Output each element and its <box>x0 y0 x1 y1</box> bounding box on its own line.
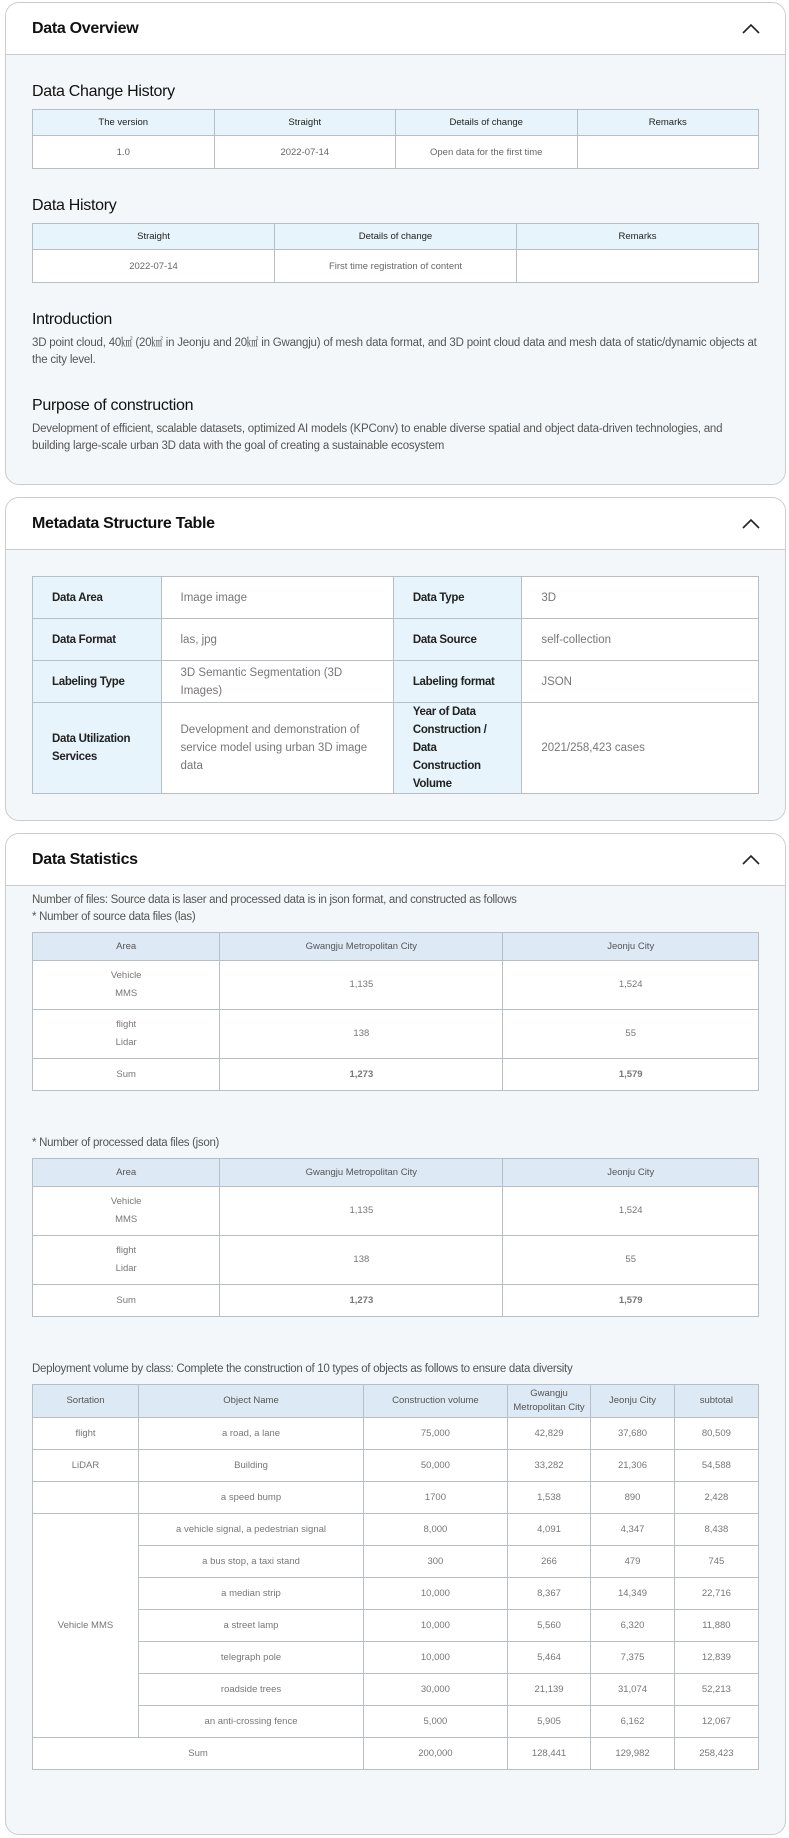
table-cell: a street lamp <box>138 1610 363 1642</box>
table-cell: 11,880 <box>674 1610 758 1642</box>
column-header: Remarks <box>577 110 759 136</box>
table-cell: 75,000 <box>364 1418 508 1450</box>
table-cell: a median strip <box>138 1578 363 1610</box>
class-volume-table <box>32 1384 759 1770</box>
table-row <box>33 136 759 169</box>
table-row <box>33 1514 759 1546</box>
table-cell: a vehicle signal, a pedestrian signal <box>138 1514 363 1546</box>
table-cell: 2022-07-14 <box>33 250 275 283</box>
metadata-key: Data Type <box>393 577 522 619</box>
class-volume-label: Deployment volume by class: Complete the construction of 10 types of objects as follows to ensure data diversity <box>32 1363 573 1375</box>
table-row <box>33 1418 759 1450</box>
table-cell: 1,579 <box>503 1285 759 1317</box>
table-cell: 1,273 <box>220 1059 503 1091</box>
sortation-cell: LiDAR <box>33 1450 139 1482</box>
table-row <box>33 1285 759 1317</box>
table-row <box>33 961 759 1010</box>
metadata-key: Year of Data Construction / Data Construction Volume <box>393 703 522 794</box>
table-cell: Vehicle MMS <box>33 961 220 1010</box>
table-cell: telegraph pole <box>138 1642 363 1674</box>
table-cell: 2022-07-14 <box>214 136 396 169</box>
metadata-key: Labeling Type <box>33 661 162 703</box>
section-title: Data Statistics <box>32 850 138 868</box>
table-cell: 30,000 <box>364 1674 508 1706</box>
sum-cell: 129,982 <box>591 1738 674 1770</box>
table-cell: 1,135 <box>220 961 503 1010</box>
table-cell: 54,588 <box>674 1450 758 1482</box>
sum-label: Sum <box>33 1738 364 1770</box>
table-cell: Building <box>138 1450 363 1482</box>
column-header: Details of change <box>275 224 517 250</box>
chevron-up-icon[interactable] <box>737 846 765 874</box>
column-header: Gwangju Metropolitan City <box>220 933 503 961</box>
metadata-row <box>33 619 759 661</box>
table-cell: 8,438 <box>674 1514 758 1546</box>
column-header: Remarks <box>517 224 759 250</box>
table-cell: 37,680 <box>591 1418 674 1450</box>
table-row <box>33 1578 759 1610</box>
table-cell: 745 <box>674 1546 758 1578</box>
table-cell: 52,213 <box>674 1674 758 1706</box>
table-cell <box>577 136 759 169</box>
column-header: Straight <box>33 224 275 250</box>
sortation-cell: Vehicle MMS <box>33 1514 139 1738</box>
column-header: Jeonju City <box>503 933 759 961</box>
sum-cell: 200,000 <box>364 1738 508 1770</box>
table-row <box>33 1450 759 1482</box>
column-header: Construction volume <box>364 1385 508 1418</box>
data-history-table <box>32 223 759 283</box>
column-header: Sortation <box>33 1385 139 1418</box>
table-cell: 1,135 <box>220 1187 503 1236</box>
table-cell: 1700 <box>364 1482 508 1514</box>
table-cell: 80,509 <box>674 1418 758 1450</box>
files-intro: Number of files: Source data is laser and processed data is in json format, and constructed as follows <box>32 894 517 906</box>
metadata-value: 2021/258,423 cases <box>522 703 759 794</box>
table-cell: 42,829 <box>507 1418 590 1450</box>
metadata-value: 3D <box>522 577 759 619</box>
table-cell: First time registration of content <box>275 250 517 283</box>
column-header: Straight <box>214 110 396 136</box>
table-cell: roadside trees <box>138 1674 363 1706</box>
column-header: Object Name <box>138 1385 363 1418</box>
metadata-card <box>5 497 786 821</box>
table-cell: flight Lidar <box>33 1010 220 1059</box>
table-cell: 2,428 <box>674 1482 758 1514</box>
table-cell: Open data for the first time <box>396 136 578 169</box>
metadata-value: las, jpg <box>161 619 393 661</box>
table-cell: 1,538 <box>507 1482 590 1514</box>
table-cell: 5,000 <box>364 1706 508 1738</box>
table-row <box>33 1236 759 1285</box>
table-cell: 12,067 <box>674 1706 758 1738</box>
metadata-value: 3D Semantic Segmentation (3D Images) <box>161 661 393 703</box>
table-cell: 10,000 <box>364 1642 508 1674</box>
metadata-value: self-collection <box>522 619 759 661</box>
table-row <box>33 1706 759 1738</box>
metadata-row <box>33 703 759 794</box>
table-cell: 22,716 <box>674 1578 758 1610</box>
table-row <box>33 1059 759 1091</box>
source-files-label: * Number of source data files (las) <box>32 911 196 923</box>
table-cell: 8,000 <box>364 1514 508 1546</box>
column-header: Jeonju City <box>503 1159 759 1187</box>
table-cell: an anti-crossing fence <box>138 1706 363 1738</box>
column-header: Gwangju Metropolitan City <box>507 1385 590 1418</box>
column-header: subtotal <box>674 1385 758 1418</box>
table-cell: 55 <box>503 1236 759 1285</box>
table-cell: 1,524 <box>503 961 759 1010</box>
column-header: Area <box>33 933 220 961</box>
purpose-text: Development of efficient, scalable datasets, optimized AI models (KPConv) to enable diverse spatial and object data-driven technologies, and building large-scale urban 3D data with the goal of creating a sustainable ecosystem <box>32 423 723 452</box>
introduction-text: 3D point cloud, 40㎢ (20㎢ in Jeonju and 20㎢ in Gwangju) of mesh data format, and 3D point cloud data and mesh data of static/dynamic objects at the city level. <box>32 337 757 366</box>
metadata-value: JSON <box>522 661 759 703</box>
section-title: Metadata Structure Table <box>32 514 215 532</box>
table-cell: 6,320 <box>591 1610 674 1642</box>
table-cell: 1.0 <box>33 136 215 169</box>
table-cell: 1,524 <box>503 1187 759 1236</box>
table-cell: 890 <box>591 1482 674 1514</box>
table-row <box>33 1010 759 1059</box>
column-header: Details of change <box>396 110 578 136</box>
table-cell: 10,000 <box>364 1610 508 1642</box>
metadata-row <box>33 661 759 703</box>
table-cell: flight Lidar <box>33 1236 220 1285</box>
table-row <box>33 1482 759 1514</box>
sum-cell: 258,423 <box>674 1738 758 1770</box>
table-row <box>33 1187 759 1236</box>
data-statistics-header[interactable] <box>6 834 785 886</box>
metadata-key: Data Format <box>33 619 162 661</box>
table-cell: 4,091 <box>507 1514 590 1546</box>
data-history-title: Data History <box>32 197 117 214</box>
table-cell: 50,000 <box>364 1450 508 1482</box>
table-cell: 5,560 <box>507 1610 590 1642</box>
section-title: Data Overview <box>32 19 139 37</box>
table-cell: Vehicle MMS <box>33 1187 220 1236</box>
column-header: The version <box>33 110 215 136</box>
data-overview-header[interactable] <box>6 3 785 55</box>
sortation-cell <box>33 1482 139 1514</box>
table-cell: 7,375 <box>591 1642 674 1674</box>
metadata-key: Data Utilization Services <box>33 703 162 794</box>
table-cell: 1,273 <box>220 1285 503 1317</box>
metadata-value: Development and demonstration of service model using urban 3D image data <box>161 703 393 794</box>
table-cell: 6,162 <box>591 1706 674 1738</box>
table-cell: a road, a lane <box>138 1418 363 1450</box>
purpose-title: Purpose of construction <box>32 397 194 414</box>
table-cell: 21,139 <box>507 1674 590 1706</box>
table-cell: 138 <box>220 1236 503 1285</box>
table-cell: 5,905 <box>507 1706 590 1738</box>
column-header: Gwangju Metropolitan City <box>220 1159 503 1187</box>
table-cell: 138 <box>220 1010 503 1059</box>
metadata-header[interactable] <box>6 498 785 550</box>
table-cell: 21,306 <box>591 1450 674 1482</box>
chevron-up-icon[interactable] <box>737 15 765 43</box>
column-header: Area <box>33 1159 220 1187</box>
table-row <box>33 1610 759 1642</box>
table-cell: 1,579 <box>503 1059 759 1091</box>
table-cell: 55 <box>503 1010 759 1059</box>
change-history-table <box>32 109 759 169</box>
table-cell: 300 <box>364 1546 508 1578</box>
table-row <box>33 1674 759 1706</box>
column-header: Jeonju City <box>591 1385 674 1418</box>
metadata-value: Image image <box>161 577 393 619</box>
table-cell: a speed bump <box>138 1482 363 1514</box>
change-history-title: Data Change History <box>32 83 175 100</box>
metadata-table <box>32 576 759 794</box>
data-statistics-card <box>5 833 786 1835</box>
sortation-cell: flight <box>33 1418 139 1450</box>
introduction-title: Introduction <box>32 311 113 328</box>
sum-cell: 128,441 <box>507 1738 590 1770</box>
table-cell: 4,347 <box>591 1514 674 1546</box>
table-row <box>33 1642 759 1674</box>
table-cell: 14,349 <box>591 1578 674 1610</box>
metadata-key: Data Source <box>393 619 522 661</box>
table-cell: 12,839 <box>674 1642 758 1674</box>
metadata-row <box>33 577 759 619</box>
metadata-key: Labeling format <box>393 661 522 703</box>
table-row <box>33 250 759 283</box>
table-cell: 33,282 <box>507 1450 590 1482</box>
table-cell <box>517 250 759 283</box>
table-cell: 479 <box>591 1546 674 1578</box>
sum-row <box>33 1738 759 1770</box>
metadata-key: Data Area <box>33 577 162 619</box>
table-cell: 266 <box>507 1546 590 1578</box>
data-overview-card <box>5 2 786 485</box>
source-files-table <box>32 932 759 1091</box>
table-cell: Sum <box>33 1285 220 1317</box>
processed-files-table <box>32 1158 759 1317</box>
table-cell: 5,464 <box>507 1642 590 1674</box>
processed-files-label: * Number of processed data files (json) <box>32 1137 220 1149</box>
table-cell: Sum <box>33 1059 220 1091</box>
table-cell: 10,000 <box>364 1578 508 1610</box>
table-cell: 31,074 <box>591 1674 674 1706</box>
table-cell: a bus stop, a taxi stand <box>138 1546 363 1578</box>
table-row <box>33 1546 759 1578</box>
table-cell: 8,367 <box>507 1578 590 1610</box>
chevron-up-icon[interactable] <box>737 510 765 538</box>
